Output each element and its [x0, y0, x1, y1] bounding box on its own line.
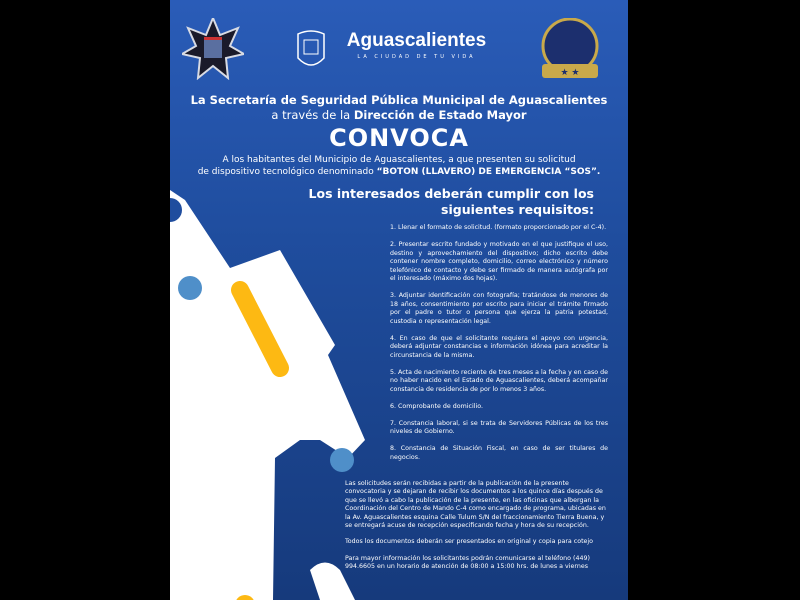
page-title: CONVOCA	[329, 124, 469, 152]
svg-text:★ ★: ★ ★	[560, 68, 580, 78]
requirement-item: 4. En caso de que el solicitante requiera el apoyo con urgencia, deberá adjuntar constancias e información idónea para acreditar la circunstancia de la misma.	[390, 334, 608, 359]
intro-line2-bold: “BOTON (LLAVERO) DE EMERGENCIA “SOS”.	[376, 167, 601, 177]
footer-text	[345, 480, 610, 580]
police-badge-logo	[182, 18, 244, 84]
header-line2	[170, 108, 628, 122]
blue-dot-middle	[330, 448, 354, 472]
reception-info: Las solicitudes serán recibidas a partir de la publicación de la presente convocatoria y se dejaran de recibir los documentos a los quince días después de que se llevó a cabo la publicación de la presente, en las oficinas que albergan la Coordinación del Centro de Mando C-4 como encargado de programa, ubicadas en la Av. Aguascalientes esquina Calle Tulum S/N del fraccionamiento Tierra Buena, y se entregará acuse de recepción especificando fecha y hora de su recepción.	[345, 480, 606, 530]
header-line2-prefix: a través de la	[271, 108, 354, 122]
intro-text	[170, 154, 628, 178]
documents-note: Todos los documentos deberán ser presentados en original y copia para cotejo	[345, 538, 594, 546]
requirements-title-line1: Los interesados deberán cumplir con los	[308, 186, 594, 201]
contact-info: Para mayor información los solicitantes podrán comunicarse al teléfono (449) 994.6605 en un horario de atención de 08:00 a 15:00 hrs. de lunes a viernes	[345, 554, 590, 571]
requirements-title-line2: siguientes requisitos:	[441, 202, 594, 217]
requirement-item: 6. Comprobante de domicilio.	[390, 402, 483, 410]
city-tagline: LA CIUDAD DE TU VIDA	[357, 54, 476, 60]
requirement-item: 5. Acta de nacimiento reciente de tres meses a la fecha y en caso de no haber nacido en el Estado de Aguascalientes, deberá acompañar constancia de residencia de por lo menos 3 años.	[390, 368, 608, 393]
intro-line1: A los habitantes del Municipio de Aguascalientes, a que presenten su solicitud	[222, 155, 576, 165]
header-line1: La Secretaría de Seguridad Pública Municipal de Aguascalientes	[190, 93, 608, 107]
intro-line2-prefix: de dispositivo tecnológico denominado	[197, 167, 377, 177]
requirements-title	[309, 186, 594, 218]
requirement-item: 7. Constancia laboral, si se trata de Servidores Públicas de los tres niveles de Gobierno.	[390, 419, 608, 435]
requirement-item: 1. Llenar el formato de solicitud. (formato proporcionado por el C-4).	[390, 224, 607, 231]
white-diagonal-band	[170, 190, 365, 600]
requirement-item: 2. Presentar escrito fundado y motivado en el que justifique el uso, destino y aprovechamiento del dispositivo; dicho escrito debe contener nombre completo, domicilio, correo electrónico y número telefónico de contacto y debe ser firmado de manera autógrafa por el interesado (máximo dos hojas).	[390, 241, 608, 282]
coat-of-arms-logo	[294, 28, 328, 76]
header-line2-bold: Dirección de Estado Mayor	[353, 108, 527, 122]
requirements-list	[390, 224, 608, 471]
requirement-item: 3. Adjuntar identificación con fotografía; tratándose de menores de 18 años, consentimiento por escrito para iniciar el trámite firmado por el padre o tutor o persona que ejerza la patria potestad, custodia o representación legal.	[390, 292, 608, 325]
city-name: Aguascalientes	[346, 30, 487, 51]
requirement-item: 8. Constancia de Situación Fiscal, en caso de ser titulares de negocios.	[390, 445, 608, 461]
aguascalientes-logo	[344, 30, 489, 60]
poster	[170, 0, 628, 600]
estado-mayor-seal	[534, 18, 606, 86]
blue-dot-top	[178, 276, 202, 300]
